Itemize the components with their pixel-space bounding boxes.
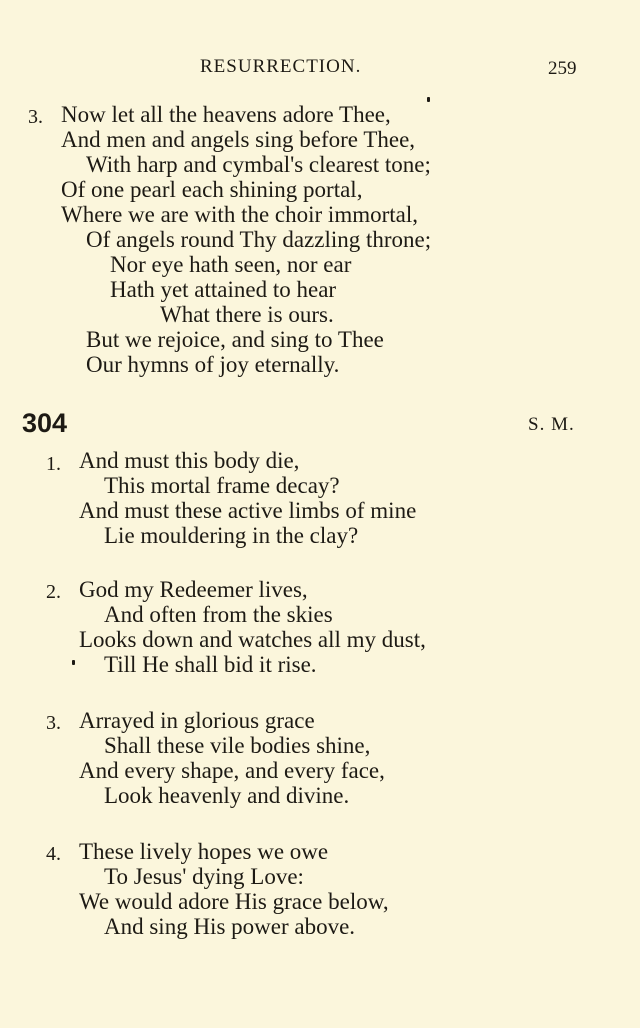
verse-line: Our hymns of joy eternally.	[86, 352, 340, 377]
verse-line: And must these active limbs of mine	[79, 498, 417, 523]
hymn-meter: S. M.	[528, 414, 575, 435]
stanza-number: 3.	[28, 106, 43, 128]
stanza-number: 4.	[46, 843, 61, 865]
verse-line: Lie mouldering in the clay?	[104, 523, 359, 548]
verse-line: And men and angels sing before Thee,	[61, 127, 416, 152]
stanza-number: 3.	[46, 712, 61, 734]
verse-line: Hath yet attained to hear	[110, 277, 337, 302]
verse-line: Shall these vile bodies shine,	[104, 733, 371, 758]
verse-line: And every shape, and every face,	[79, 758, 385, 783]
verse-line: Looks down and watches all my dust,	[79, 627, 426, 652]
verse-line: But we rejoice, and sing to Thee	[86, 327, 384, 352]
verse-line: We would adore His grace below,	[79, 889, 389, 914]
verse-line: Of one pearl each shining portal,	[61, 177, 363, 202]
verse-line: And sing His power above.	[104, 914, 356, 939]
verse-line: God my Redeemer lives,	[79, 577, 308, 602]
stanza-number: 2.	[46, 581, 61, 603]
verse-line: Arrayed in glorious grace	[79, 708, 315, 733]
hymn-number: 304	[22, 408, 68, 438]
running-head: RESURRECTION.	[200, 56, 362, 77]
verse-line: And must this body die,	[79, 448, 300, 473]
print-mark	[427, 97, 430, 102]
verse-line: Look heavenly and divine.	[104, 783, 350, 808]
print-mark	[72, 660, 75, 665]
stanza-number: 1.	[46, 453, 61, 475]
verse-line: Now let all the heavens adore Thee,	[61, 102, 391, 127]
verse-line: Till He shall bid it rise.	[104, 652, 317, 677]
verse-line: This mortal frame decay?	[104, 473, 340, 498]
verse-line: Nor eye hath seen, nor ear	[110, 252, 352, 277]
verse-line: And often from the skies	[104, 602, 333, 627]
verse-line: With harp and cymbal's clearest tone;	[86, 152, 431, 177]
verse-line: What there is ours.	[160, 302, 334, 327]
verse-line: Of angels round Thy dazzling throne;	[86, 227, 432, 252]
verse-line: These lively hopes we owe	[79, 839, 329, 864]
page-number: 259	[548, 58, 577, 79]
verse-line: To Jesus' dying Love:	[104, 864, 304, 889]
verse-line: Where we are with the choir immortal,	[61, 202, 418, 227]
